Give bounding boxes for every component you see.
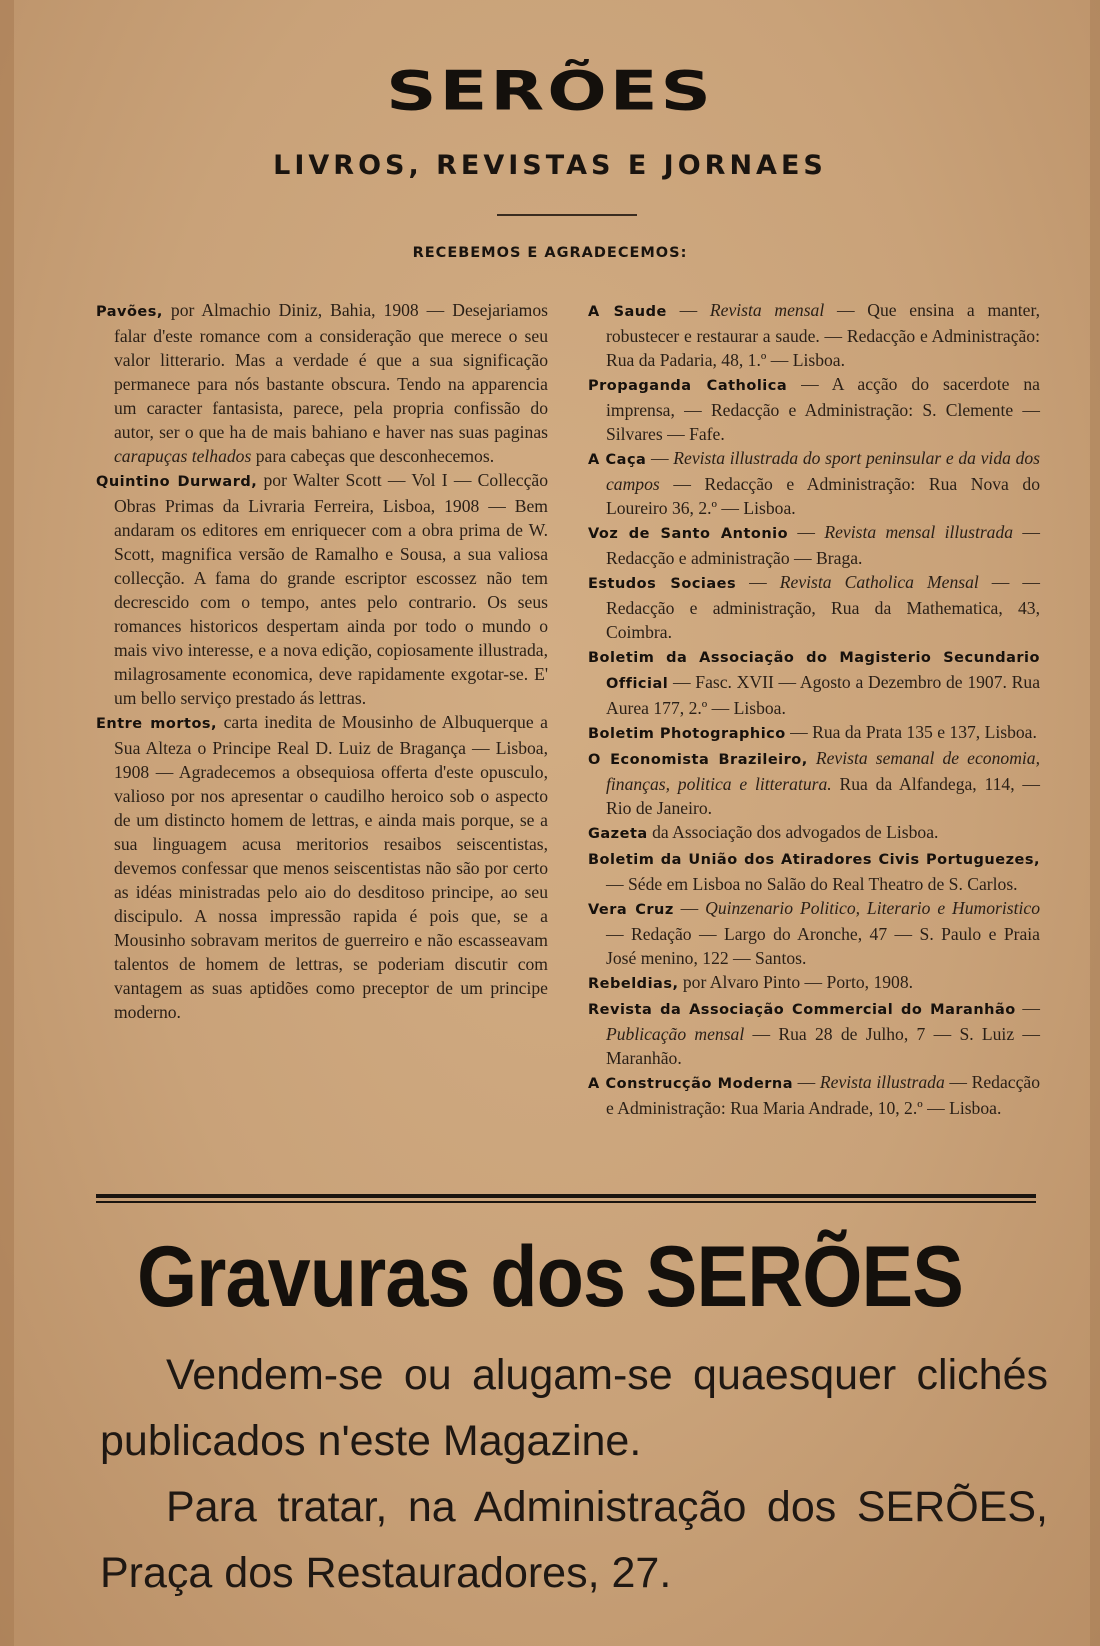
review-entry (96, 710, 548, 1024)
listing-entry (588, 996, 1040, 1070)
listing-entry (588, 570, 1040, 644)
advert-line: Para tratar, na Administração dos SERÕES, Praça dos Restauradores, 27. (100, 1483, 1048, 1597)
listing-entry (588, 372, 1040, 446)
entry-title: Entre mortos, (96, 716, 218, 732)
listing-entry (588, 1070, 1040, 1120)
listing-entry (588, 720, 1040, 746)
entry-text: — Redacção e Administração: Rua Maria Andrade, 10, 2.º — Lisboa. (606, 1072, 1040, 1118)
entry-italic: Revista illustrada (819, 1072, 945, 1092)
entry-title: Voz de Santo Antonio (588, 526, 789, 542)
entry-italic: Revista semanal de economia, finanças, politica e litteratura. (606, 748, 1040, 794)
listing-entry (588, 746, 1040, 820)
listing-entry (588, 298, 1040, 372)
advert-line: Vendem-se ou alugam-se quaesquer clichés publicados n'este Magazine. (100, 1351, 1048, 1465)
listing-entry (588, 644, 1040, 720)
entry-title: Boletim da União dos Atiradores Civis Portuguezes, (588, 852, 1040, 868)
entry-title: Gazeta (588, 826, 648, 842)
entry-title: A Saude (588, 304, 667, 320)
entry-text: — Redação — Largo do Aronche, 47 — S. Paulo e Praia José menino, 122 — Santos. (606, 924, 1040, 968)
entry-text: por Alvaro Pinto — Porto, 1908. (678, 972, 914, 992)
entry-text: carta inedita de Mousinho de Albuquerque a Sua Alteza o Principe Real D. Luiz de Bragança — Lisboa, 1908 — Agradecemos a obsequiosa offerta d'este opusculo, valioso por nos apresentar o caudilho heroico sob o aspecto de um distincto homem de lettras, e ainda mais porque, se a sua linguagem acusa meritorios resaibos seiscentistas, devemos confessar que menos seiscentistas não são por certo as idéas ministradas pelo aio do desditoso principe, ao seu discipulo. A nossa impressão rapida é pois que, se a Mousinho sobravam meritos de guerreiro e não escasseavam talentos de homem de lettras, se poderiam discutir com vantagem as suas aptidões como preceptor de um principe moderno. (114, 712, 548, 1022)
entry-italic: Publicação mensal (606, 1024, 745, 1044)
advert-title: Gravuras dos SERÕES (136, 1229, 964, 1325)
entry-title: Propaganda Catholica (588, 378, 788, 394)
entry-text: — — Redacção e administração, Rua da Mathematica, 43, Coimbra. (606, 572, 1041, 642)
entry-text: Rua da Alfandega, 114, — Rio de Janeiro. (606, 774, 1040, 818)
entry-text: — Que ensina a manter, robustecer e restaurar a saude. — Redacção e Administração: Rua da Padaria, 48, 1.º — Lisboa. (606, 300, 1040, 370)
rule-thin (96, 1201, 1036, 1203)
masthead-subtitle: LIVROS, REVISTAS E JORNAES (273, 150, 827, 181)
entry-title: Rebeldias, (588, 976, 679, 992)
entry-text: por Walter Scott — Vol I — Collecção Obras Primas da Livraria Ferreira, Lisboa, 1908 — Bem andaram os editores em enriquecer com a obra prima de W. Scott, magnifica versão de Ramalho e Sousa, a sua valiosa collecção. A fama do grande escriptor escossez não tem decrescido com o tempo, antes pelo contrario. Os seus romances historicos despertam ainda por todo o mundo o mais vivo interesse, e a nova edição, copiosamente illustrada, milagrosamente economica, deve rapidamente exgotar-se. E' um bello serviço prestado ás lettras. (114, 470, 548, 708)
entry-text (808, 748, 816, 768)
double-rule-divider (96, 1194, 1036, 1203)
entry-text: — (673, 898, 706, 918)
entry-text: — (666, 300, 710, 320)
divider-rule (497, 214, 637, 216)
entry-text: — (736, 572, 780, 592)
masthead-title: SERÕES (386, 59, 714, 123)
listing-entry (588, 846, 1040, 896)
entry-title: Estudos Sociaes (588, 576, 737, 592)
entry-text: — Redacção e Administração: Rua Nova do Loureiro 36, 2.º — Lisboa. (606, 474, 1040, 518)
section-heading: RECEBEMOS E AGRADECEMOS: (412, 245, 688, 261)
entry-text: — (1015, 998, 1040, 1018)
entry-text: — Séde em Lisboa no Salão do Real Theatro de S. Carlos. (606, 874, 1018, 894)
entry-text: — (788, 522, 825, 542)
entry-text: — Rua da Prata 135 e 137, Lisboa. (785, 722, 1037, 742)
entry-text: — (793, 1072, 820, 1092)
listing-entry (588, 446, 1040, 520)
entry-title: O Economista Brazileiro, (588, 752, 808, 768)
entry-text: — Rua 28 de Julho, 7 — S. Luiz — Maranhão. (606, 1024, 1040, 1068)
entry-title: Boletim da Associação do Magisterio Secundario Official (588, 650, 1040, 692)
listing-entry (588, 820, 1040, 846)
entry-text: por Almachio Diniz, Bahia, 1908 — Desejariamos falar d'este romance com a consideração que merece o seu valor litterario. Mas a verdade é que a sua significação permanece para nós bastante obscura. Tendo na apparencia um caracter fantasista, parece, pela propria confissão do autor, ser o que ha de mais bahiano e haver nas suas paginas (114, 300, 548, 442)
entry-text: da Associação dos advogados de Lisboa. (647, 822, 939, 842)
rule-thick (96, 1194, 1036, 1198)
entry-italic: Revista illustrada do sport peninsular e da vida dos campos (606, 448, 1041, 494)
listing-entry (588, 970, 1040, 996)
listing-entry (588, 520, 1040, 570)
entry-title: Revista da Associação Commercial do Maranhão (588, 1002, 1016, 1018)
entry-italic: Revista mensal (709, 300, 825, 320)
entry-text: — (646, 448, 674, 468)
entry-text: — A acção do sacerdote na imprensa, — Redacção e Administração: S. Clemente — Silvares — Fafe. (606, 374, 1040, 444)
entry-text: — Fasc. XVII — Agosto a Dezembro de 1907. Rua Aurea 177, 2.º — Lisboa. (606, 672, 1040, 718)
entry-text: para cabeças que desconhecemos. (251, 446, 495, 466)
entry-title: A Caça (588, 452, 647, 468)
advert-body (100, 1342, 1048, 1606)
review-entry (96, 468, 548, 710)
entry-italic: Revista Catholica Mensal (779, 572, 979, 592)
review-entry (96, 298, 548, 468)
left-column (96, 298, 548, 1024)
entry-title: Vera Cruz (588, 902, 674, 918)
entry-title: Quintino Durward, (96, 474, 258, 490)
entry-italic: carapuças telhados (114, 446, 252, 466)
entry-italic: Quinzenario Politico, Literario e Humoristico (705, 898, 1040, 918)
listing-entry (588, 896, 1040, 970)
entry-text: — Redacção e administração — Braga. (606, 522, 1040, 568)
entry-title: Boletim Photographico (588, 726, 786, 742)
entry-title: Pavões, (96, 304, 163, 320)
entry-title: A Construcção Moderna (588, 1076, 794, 1092)
right-column (588, 298, 1040, 1120)
entry-italic: Revista mensal illustrada (824, 522, 1014, 542)
